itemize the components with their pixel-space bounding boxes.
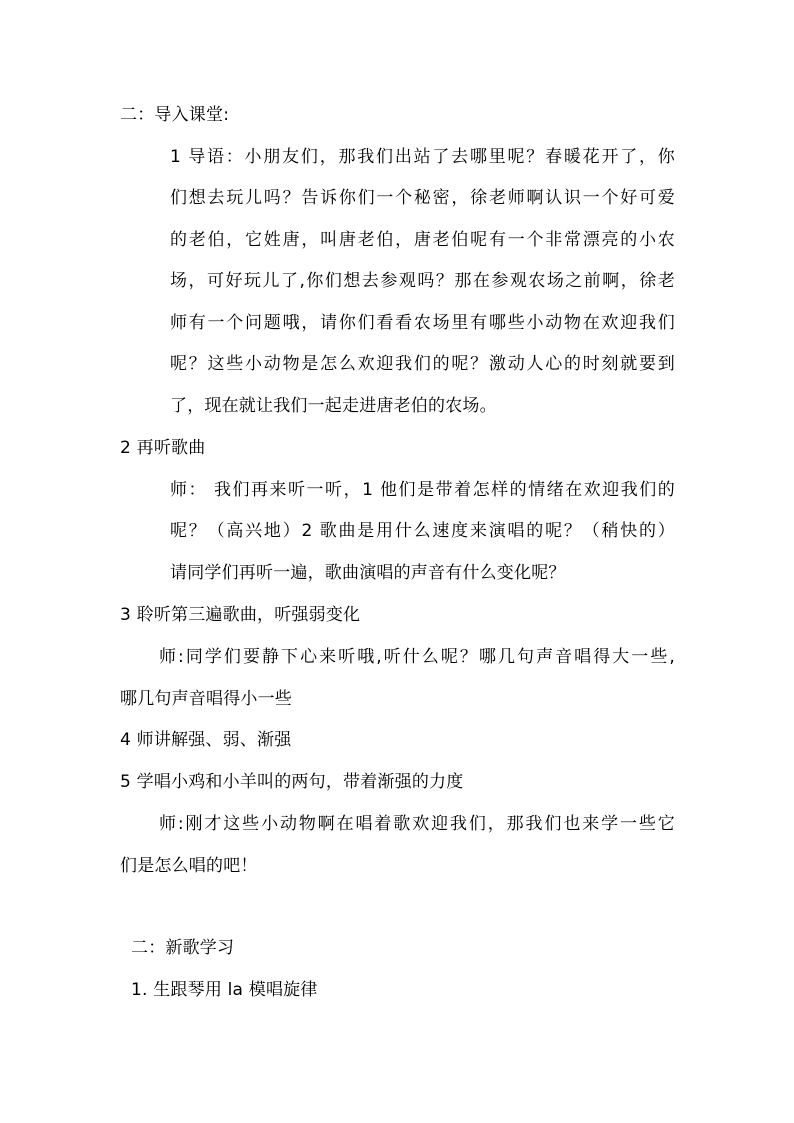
paragraph-line: 1 导语：小朋友们，那我们出站了去哪里呢？春暖花开了，你 [170,147,675,167]
step-heading: 3 聆听第三遍歌曲，听强弱变化 [120,605,361,625]
paragraph-line: 师:刚才这些小动物啊在唱着歌欢迎我们，那我们也来学一些它 [159,814,675,834]
paragraph-line: 请同学们再听一遍，歌曲演唱的声音有什么变化呢？ [170,563,566,583]
section-heading-new-song: 二：新歌学习 [131,938,235,958]
paragraph-line: 师： 我们再来听一听，1 他们是带着怎样的情绪在欢迎我们的 [170,480,675,500]
paragraph-line: 了，现在就让我们一起走进唐老伯的农场。 [170,396,497,416]
paragraph-line: 呢？（高兴地）2 歌曲是用什么速度来演唱的呢？（稍快的） [170,521,675,541]
paragraph-line: 哪几句声音唱得小一些 [120,689,292,709]
step-heading: 2 再听歌曲 [120,438,206,458]
step-heading: 1. 生跟琴用 la 模唱旋律 [131,980,318,1000]
paragraph-line: 场，可好玩儿了,你们想去参观吗？那在参观农场之前啊，徐老 [170,271,675,291]
section-heading-intro: 二：导入课堂: [120,105,230,125]
paragraph-line: 们是怎么唱的吧！ [120,856,258,876]
step-heading: 4 师讲解强、弱、渐强 [120,730,292,750]
step-heading: 5 学唱小鸡和小羊叫的两句，带着渐强的力度 [120,772,464,792]
paragraph-line: 们想去玩儿吗？告诉你们一个秘密，徐老师啊认识一个好可爱 [170,188,675,208]
paragraph-line: 呢？这些小动物是怎么欢迎我们的呢？激动人心的时刻就要到 [170,354,675,374]
paragraph-line: 师有一个问题哦，请你们看看农场里有哪些小动物在欢迎我们 [170,313,675,333]
paragraph-line: 的老伯，它姓唐，叫唐老伯，唐老伯呢有一个非常漂亮的小农 [170,230,675,250]
paragraph-line: 师:同学们要静下心来听哦,听什么呢？哪几句声音唱得大一些, [159,647,675,667]
